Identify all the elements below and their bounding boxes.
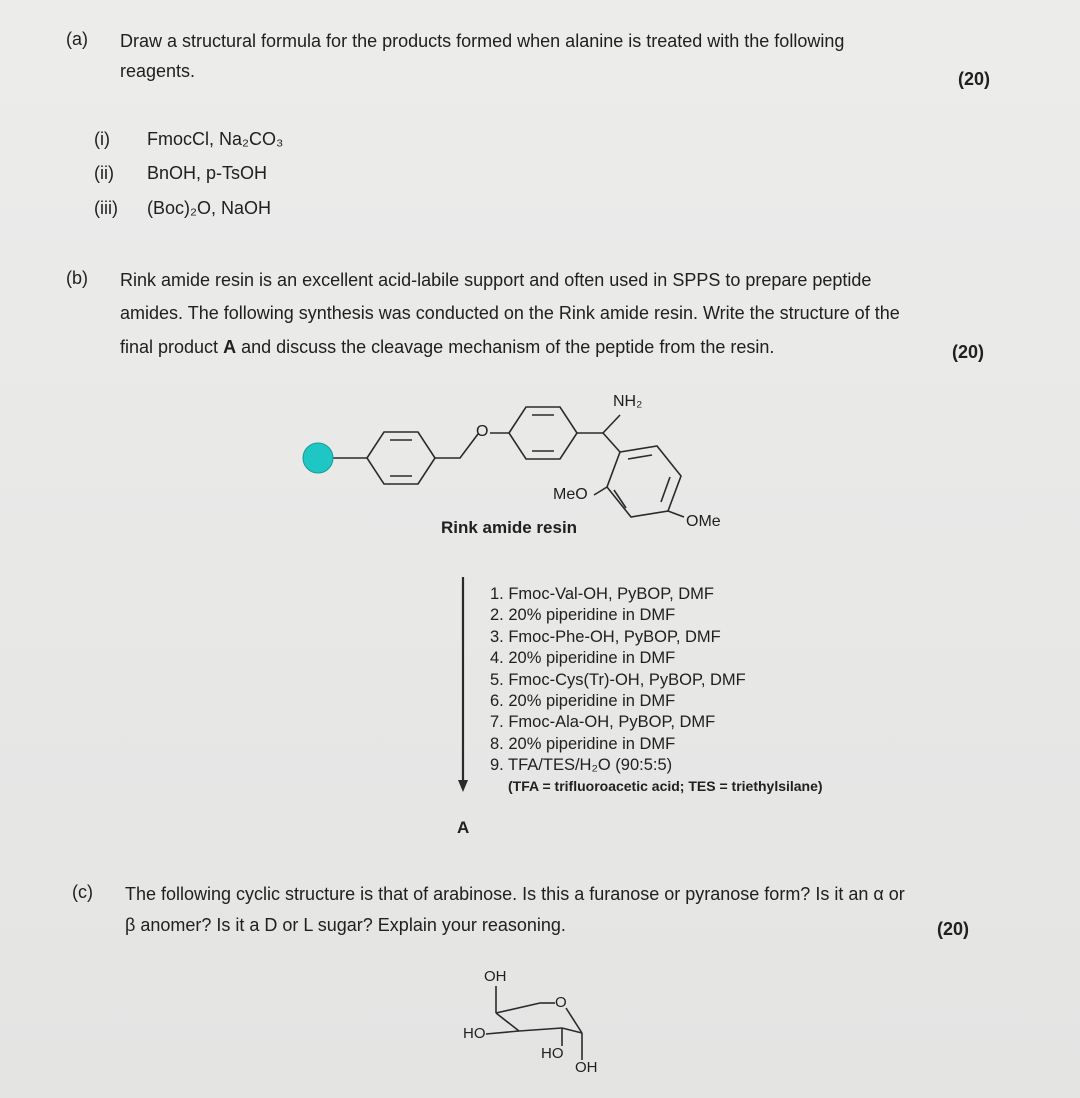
ring3-double-bond-1	[628, 455, 652, 459]
sugar-bond-c3-c2	[519, 1028, 562, 1031]
part-a-marks: (20)	[958, 69, 991, 89]
part-a-item-1-text: FmocCl, Na₂CO₃	[147, 129, 284, 149]
atom-label-meo: MeO	[553, 486, 588, 503]
part-b-line3-post: and discuss the cleavage mechanism of the peptide from the resin.	[236, 337, 775, 357]
part-a-label: (a)	[66, 29, 88, 49]
bond-ch2-o	[435, 434, 478, 458]
part-a-item-2-number: (ii)	[94, 163, 114, 183]
part-b-label: (b)	[66, 268, 88, 288]
synthesis-step-3: 3. Fmoc-Phe-OH, PyBOP, DMF	[490, 627, 721, 646]
part-a-item-1-number: (i)	[94, 129, 110, 149]
sugar-label-oh-bottom: OH	[575, 1059, 598, 1076]
synthesis-step-1: 1. Fmoc-Val-OH, PyBOP, DMF	[490, 585, 715, 603]
synthesis-step-9: 9. TFA/TES/H₂O (90:5:5)	[490, 756, 673, 775]
synthesis-step-4: 4. 20% piperidine in DMF	[490, 649, 676, 668]
atom-label-ome: OMe	[686, 513, 721, 530]
bond-ch-ring3	[603, 433, 620, 452]
sugar-label-ring-o: O	[555, 994, 567, 1011]
ring3-double-bond-2	[661, 477, 670, 502]
synthesis-step-6: 6. 20% piperidine in DMF	[490, 692, 676, 711]
synthesis-step-7: 7. Fmoc-Ala-OH, PyBOP, DMF	[490, 713, 716, 732]
part-c-label: (c)	[72, 882, 93, 902]
part-c-question-line2: β anomer? Is it a D or L sugar? Explain your reasoning.	[125, 915, 566, 935]
part-c-marks: (20)	[937, 919, 970, 939]
part-b-line3-product-ref: A	[223, 337, 237, 357]
part-b-question-line2: amides. The following synthesis was conducted on the Rink amide resin. Write the structure of the	[120, 303, 900, 323]
sugar-bond-c3-ho	[486, 1031, 519, 1034]
atom-label-ether-o: O	[476, 423, 489, 440]
part-a-item-3-text: (Boc)₂O, NaOH	[147, 198, 272, 218]
bond-ring3-ome	[668, 511, 684, 517]
part-b-marks: (20)	[952, 342, 985, 362]
abbreviation-note: (TFA = trifluoroacetic acid; TES = triethylsilane)	[508, 778, 823, 794]
resin-caption: Rink amide resin	[441, 518, 578, 537]
part-b-line3-pre: final product	[120, 337, 224, 357]
part-a-item-2-text: BnOH, p-TsOH	[147, 163, 268, 183]
part-b-question-line1: Rink amide resin is an excellent acid-labile support and often used in SPPS to prepare peptide	[120, 270, 872, 290]
sugar-label-oh-top: OH	[484, 968, 507, 985]
bond-ring3-meo	[594, 487, 607, 495]
part-a-item-3-number: (iii)	[94, 198, 118, 218]
reaction-arrow-head	[458, 780, 468, 792]
sugar-label-ho-bottom: HO	[541, 1045, 564, 1062]
bond-ch-nh2	[603, 415, 620, 433]
resin-bead	[303, 443, 333, 473]
sugar-label-ho-left: HO	[463, 1025, 486, 1042]
sugar-bond-c4-c3	[496, 1013, 519, 1031]
synthesis-step-2: 2. 20% piperidine in DMF	[490, 606, 676, 625]
part-a-question-line1: Draw a structural formula for the products formed when alanine is treated with the following	[120, 31, 845, 51]
synthesis-step-8: 8. 20% piperidine in DMF	[490, 734, 676, 753]
part-a-question-line2: reagents.	[120, 61, 196, 81]
synthesis-step-5: 5. Fmoc-Cys(Tr)-OH, PyBOP, DMF	[490, 670, 746, 689]
part-c-question-line1: The following cyclic structure is that of arabinose. Is this a furanose or pyranose form? Is it an α or	[125, 884, 905, 904]
synthesis-steps-list	[490, 584, 746, 777]
product-a-label: A	[457, 818, 470, 837]
sugar-bond-c4-c5	[496, 1003, 540, 1013]
atom-label-nh2: NH₂	[613, 393, 643, 410]
